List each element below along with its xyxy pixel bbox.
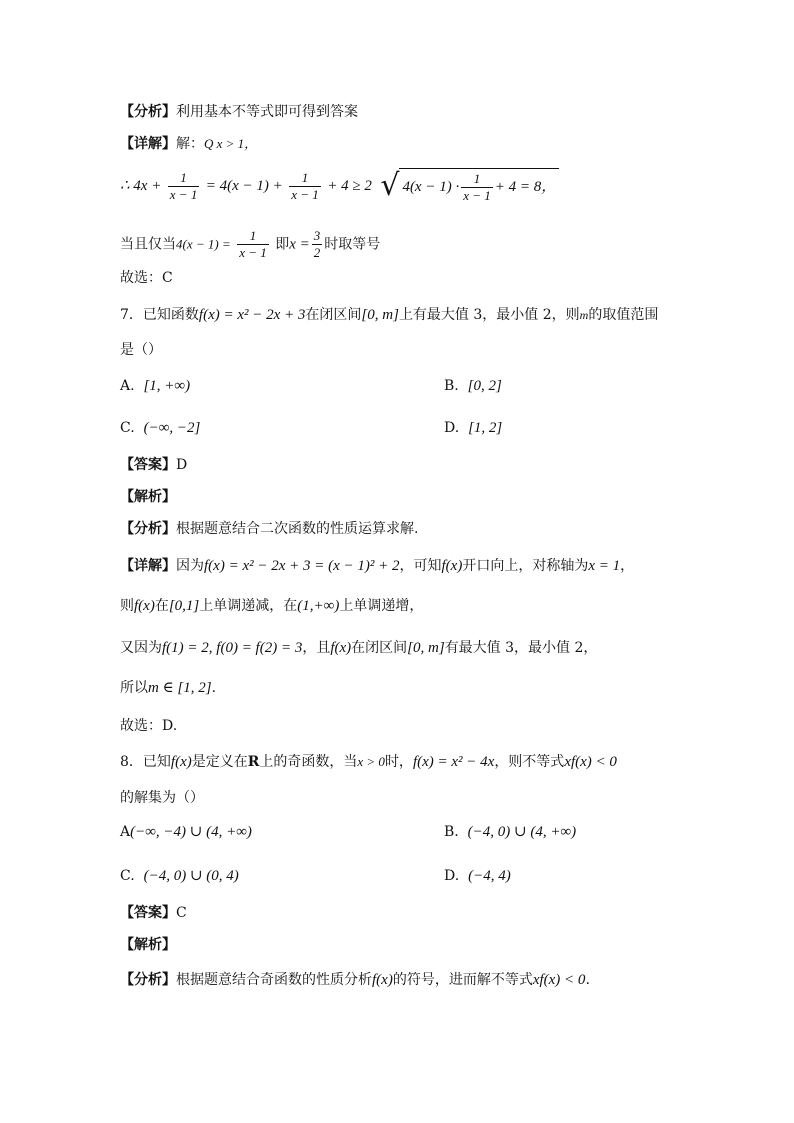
q7-text-d: 的取值范围 <box>588 307 659 323</box>
q7-m: m <box>579 308 589 322</box>
analysis-8: 【分析】根据题意结合奇函数的性质分析f(x)的符号，进而解不等式xf(x) < 0. <box>120 972 590 988</box>
choose-line-1: 故选：C <box>120 270 173 286</box>
inequality-line <box>120 168 559 204</box>
q8-option-b[interactable]: B. (−4, 0) ∪ (4, +∞) <box>444 824 577 840</box>
radicand: 4(x − 1) · $\frac{1}{x - 1}$ + 4 = 8， <box>399 168 559 204</box>
detail-7-line-1: 【详解】因为f(x) = x² − 2x + 3 = (x − 1)² + 2，可知f(x)开口向上，对称轴为x = 1， <box>120 558 635 574</box>
question-7-cont: 是（） <box>120 342 162 358</box>
q7-option-b[interactable]: B. [0, 2] <box>444 378 502 394</box>
q7-option-c[interactable]: C. (−∞, −2] <box>120 420 201 436</box>
q7-text-b: 在闭区间 <box>305 307 362 323</box>
radical-sign: √ <box>380 168 400 203</box>
q8-real-set: R <box>247 754 260 770</box>
eq-text-e: 时取等号 <box>324 236 381 253</box>
ineq-lead: ∴ 4x + <box>120 178 162 194</box>
detail-condition: Q x > 1， <box>204 136 258 151</box>
q8-option-c[interactable]: C. (−4, 0) ∪ (0, 4) <box>120 868 239 884</box>
answer-7: 【答案】D <box>120 457 188 473</box>
q7-option-d[interactable]: D. [1, 2] <box>444 420 503 436</box>
eq-fraction: $\frac{1}{x - 1}$ <box>239 228 267 260</box>
question-7 <box>120 305 658 325</box>
detail-pre: 解： <box>176 136 204 152</box>
question-8-cont: 的解集为（） <box>120 790 204 806</box>
analysis-7: 【分析】根据题意结合二次函数的性质运算求解. <box>120 521 419 537</box>
fraction-1: $\frac{1}{x - 1}$ <box>169 169 198 202</box>
ineq-mid-2: + 4 ≥ 2 <box>327 178 372 194</box>
equality-condition-line <box>120 228 380 261</box>
q8-option-d[interactable]: D. (−4, 4) <box>444 868 511 884</box>
q8-option-a[interactable]: A(−∞, −4) ∪ (4, +∞) <box>120 824 252 840</box>
q7-text-a: 7．已知函数 <box>120 307 199 323</box>
detail-tag: 【详解】 <box>120 136 176 152</box>
solution-8-heading: 【解析】 <box>120 937 176 953</box>
choose-line-7: 故选：D. <box>120 718 178 734</box>
ineq-mid-1: = 4(x − 1) + <box>205 178 283 194</box>
detail-7-line-4: 所以m ∈ [1, 2]. <box>120 680 217 696</box>
analysis-text: 利用基本不等式即可得到答案 <box>176 104 358 120</box>
q7-interval: [0, m] <box>361 307 399 323</box>
analysis-line-1 <box>120 102 358 122</box>
analysis-tag: 【分析】 <box>120 104 176 120</box>
solution-7-heading: 【解析】 <box>120 489 176 505</box>
eq-text-c: 即 <box>275 236 290 253</box>
eq-expr: 4(x − 1) = <box>176 236 231 252</box>
detail-7-line-3: 又因为f(1) = 2, f(0) = f(2) = 3，且f(x)在闭区间[0, m]有最大值 3，最小值 2， <box>120 640 598 656</box>
eq-x: x = <box>289 236 310 253</box>
detail-7-line-2: 则f(x)在[0,1]上单调递减，在(1,+∞)上单调递增， <box>120 598 424 614</box>
eq-text-a: 当且仅当 <box>120 236 176 253</box>
answer-8: 【答案】C <box>120 905 187 921</box>
detail-line-1 <box>120 134 257 154</box>
question-8: 8．已知f(x)是定义在R上的奇函数，当x > 0时，f(x) = x² − 4x，则不等式xf(x) < 0 <box>120 754 617 770</box>
fraction-2: $\frac{1}{x - 1}$ <box>291 169 319 202</box>
q7-function: f(x) = x² − 2x + 3 <box>198 307 306 323</box>
q7-text-c: 上有最大值 3，最小值 2，则 <box>398 307 580 323</box>
q7-option-a[interactable]: A. [1, +∞) <box>120 378 191 394</box>
d7-axis: x = 1 <box>588 558 621 574</box>
d7-function: f(x) = x² − 2x + 3 = (x − 1)² + 2 <box>204 558 400 574</box>
eq-fraction-2: $\frac{3}{2}$ <box>313 228 321 260</box>
